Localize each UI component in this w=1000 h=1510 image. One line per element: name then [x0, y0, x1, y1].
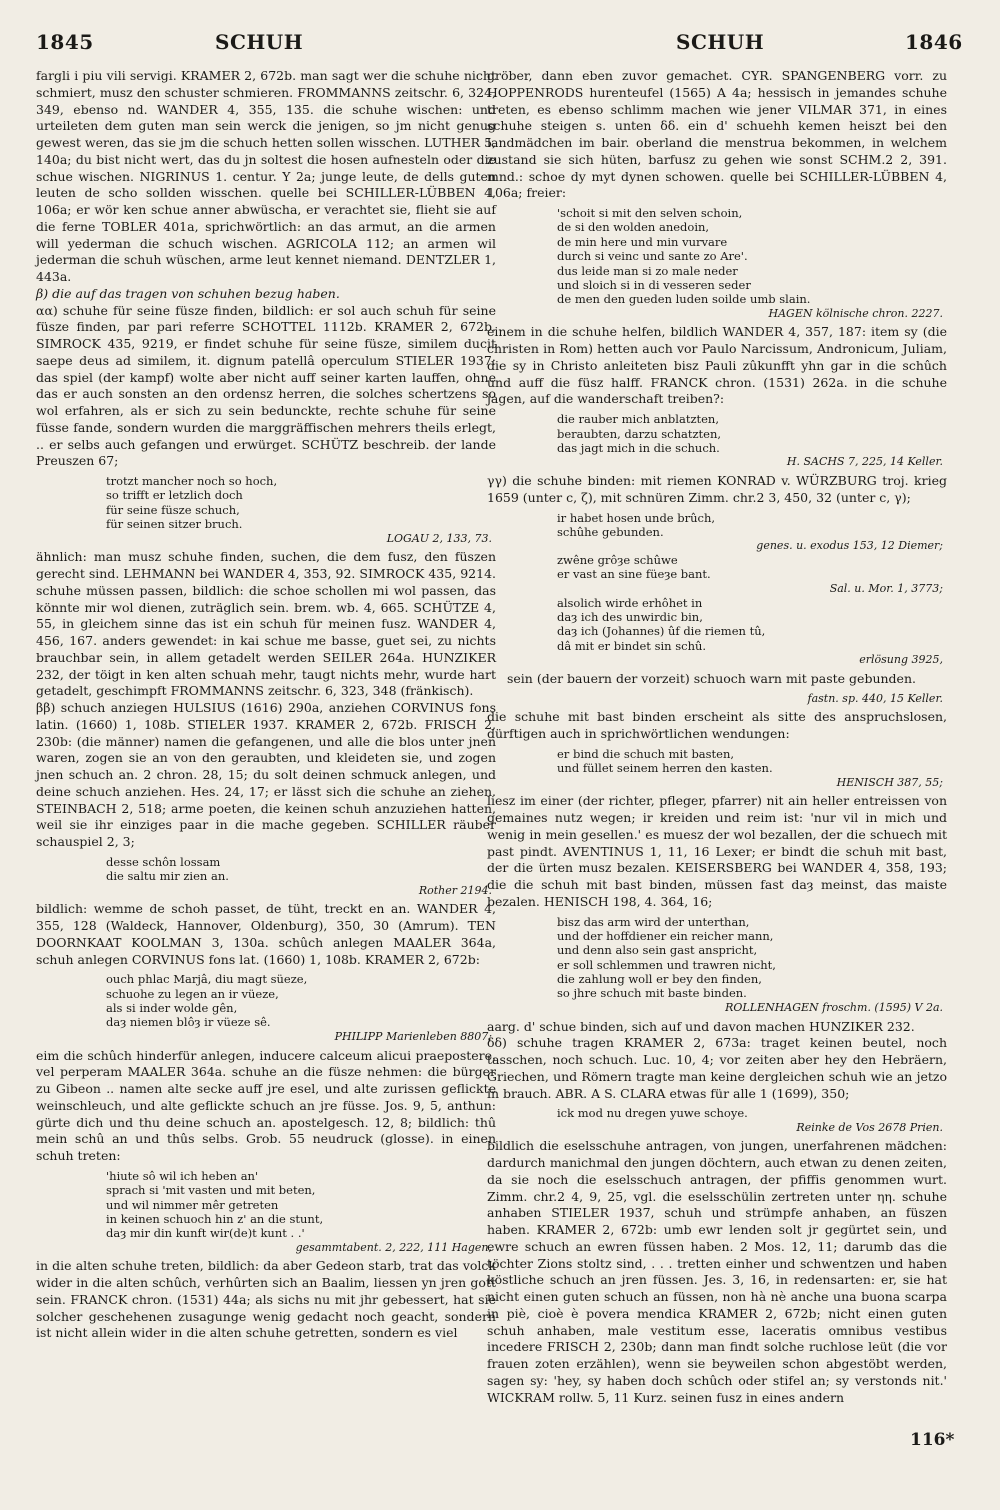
verse-line: ick mod nu dregen yuwe schoye. [557, 1106, 748, 1121]
verse-quote [106, 972, 496, 1043]
verse-quote [557, 747, 947, 790]
running-head-right: SCHUH [676, 30, 765, 54]
verse-line: 'hiute sô wil ich heben an' [106, 1168, 259, 1183]
verse-source: PHILIPP Marienleben 8807; [334, 1029, 492, 1043]
verse-line: zwêne grôȝe schûwe [557, 553, 678, 567]
verse-line: de min here und min vurvare [557, 234, 728, 249]
verse-line: alsolich wirde erhôhet in [557, 595, 703, 610]
verse-line: daȝ mir din kunft wir(de)t kunt . .' [106, 1226, 305, 1241]
verse-line: daȝ niemen blôȝ ir vüeze sê. [106, 1015, 271, 1030]
verse-line: durch si veinc und sante zo Are'. [557, 249, 748, 264]
entry-paragraph: bildlich: wemme de schoh passet, de tüht, treckt en an. WANDER 4, 355, 128 (Waldeck, Hannover, Oldenburg), 350, 30 (Amrum). TEN DOORNKAAT KOOLMAN 3, 130a. schûch anlegen MAALER 364a, schuh anlegen CORVINUS fons lat. (1660) 1, 108b. KRAMER 2, 672b: [36, 901, 496, 967]
verse-line: sprach si 'mit vasten und mit beten, [106, 1183, 316, 1198]
verse-line: er bind die schuch mit basten, [557, 746, 735, 761]
verse-line: in keinen schuoch hin z' an die stunt, [106, 1211, 324, 1226]
verse-line: so trifft er letzlich doch [106, 488, 243, 503]
verse-source: erlösung 3925, [859, 653, 943, 666]
entry-paragraph: die schuhe mit bast binden erscheint als sitte des anspruchslosen, dürftigen auch in sprichwörtlichen wendungen: [487, 709, 947, 741]
entry-paragraph: gröber, dann eben zuvor gemachet. CYR. SPANGENBERG vorr. zu HOPPENRODS hurenteufel (1565) A 4a; hessisch in jemandes schuhe treten, es ebenso schlimm machen wie jener VILMAR 371, in eines schuhe steigen s. unten δδ. ein d' schuehh kemen heiszt bei den landmädchen im bair. oberland die menstrua bekommen, in welchem zustand sie sich hüten, barfusz zu gehen wie sonst SCHM.2 2, 391. mnd.: schoe dy myt dynen schowen. quelle bei SCHILLER-LÜBBEN 4, 106a; freier: [487, 68, 947, 201]
verse-source-block [557, 692, 947, 706]
entry-paragraph: liesz im einer (der richter, pfleger, pfarrer) nit ain heller entreissen von gemaines nutz wegen; ir kreiden und reim ist: 'nur vil in mich und wenig in mein gesellen.' es muesz der wol bezallen, der die schuech mit past pindt. AVENTINUS 1, 11, 16 Lexer; er bindt die schuh mit bast, der die ürten musz bezalen. KEISERSBERG bei WANDER 4, 358, 193; die die schuh mit bast binden, müssen fast daȝ meinst, das maiste bezalen. HENISCH 198, 4. 364, 16; [487, 793, 947, 909]
verse-line: schûhe gebunden. [557, 524, 664, 539]
verse-line: trotzt mancher noch so hoch, [106, 474, 278, 488]
verse-source: HAGEN kölnische chron. 2227. [768, 306, 943, 320]
entry-paragraph: in die alten schuhe treten, bildlich: da aber Gedeon starb, trat das volck wider in die alten schûch, verhûrten sich an Baalim, liessen yn jren gott sein. FRANCK chron. (1531) 44a; als sichs nu mit jhr gebessert, hat sie solcher geschehenen zusagunge wenig gedacht noch geacht, sondern ist nicht allein wider in die alten schuhe getretten, sondern es viel [36, 1258, 496, 1341]
verse-line: und denn also sein gast anspricht, [557, 943, 758, 958]
verse-source: Reinke de Vos 2678 Prien. [796, 1120, 943, 1134]
verse-line: das jagt mich in die schuch. [557, 440, 720, 455]
verse-line: und sloich si in di vesseren seder [557, 277, 751, 292]
verse-line: die saltu mir zien an. [106, 869, 229, 884]
verse-line: beraubten, darzu schatzten, [557, 426, 722, 441]
verse-line: er vast an sine füeȝe bant. [557, 567, 711, 582]
entry-subheading: β) die auf das tragen von schuhen bezug haben. [36, 285, 340, 301]
verse-line: die zahlung woll er bey den finden, [557, 972, 762, 986]
right-column [487, 68, 947, 1406]
entry-paragraph: ββ) schuch anziegen HULSIUS (1616) 290a, anziehen CORVINUS fons latin. (1660) 1, 108b. STIELER 1937. KRAMER 2, 672b. FRISCH 2, 230b: (die männer) namen die gefangenen, und alle die blos unter jnen waren, zogen sie an von den geraubten, und kleideten sie, und zogen jnen schuch an. 2 chron. 28, 15; du solt deinen schmuck anlegen, und deine schuch anziehen. Hes. 24, 17; er lässt sich die schuhe an ziehen. STEINBACH 2, 518; arme poeten, die keinen schuh anzuziehen hatten, weil sie ihr einziges paar in die mache gegeben. SCHILLER räuber schauspiel 2, 3; [36, 700, 496, 849]
verse-quote [557, 915, 947, 1015]
entry-paragraph: sein (der bauern der vorzeit) schuoch warn mit paste gebunden. [507, 670, 916, 686]
verse-line: de si den wolden anedoin, [557, 220, 710, 235]
verse-line: dus leide man si zo male neder [557, 263, 738, 278]
verse-source: Sal. u. Mor. 1, 3773; [829, 581, 943, 595]
running-head-left: SCHUH [215, 30, 304, 54]
entry-paragraph: einem in die schuhe helfen, bildlich WANDER 4, 357, 187: item sy (die christen in Rom) hetten auch vor Paulo Narcissum, Andronicum, Juliam, die sy in Christo anleiteten bisz Pauli zûkunfft yhn gar in die schûch und auff die füsz halff. FRANCK chron. (1531) 262a. in die schuhe jagen, auf die wanderschaft treiben?: [487, 324, 947, 407]
verse-source: HENISCH 387, 55; [836, 775, 943, 789]
entry-paragraph: aarg. d' schue binden, sich auf und davon machen HUNZIKER 232. [487, 1018, 915, 1034]
verse-source: genes. u. exodus 153, 12 Diemer; [756, 539, 943, 553]
entry-paragraph: fargli i piu vili servigi. KRAMER 2, 672b. man sagt wer die schuhe nicht schmiert, musz den schuster schmieren. FROMMANNS zeitschr. 6, 324, 349, ebenso nd. WANDER 4, 355, 135. die schuhe wischen: und urteileten dem guten man sein werck die jenigen, so jm nicht genug gewest weren, das sie jm die schuch hetten sollen wisschen. LUTHER 5, 140a; du bist nicht wert, das du jn soltest die hosen aufnesteln oder die schue wischen. NIGRINUS 1. centur. Y 2a; junge leute, de dells guten leuten de scho sollden wisschen. quelle bei SCHILLER-LÜBBEN 4, 106a; er wör ken schue anner abwüscha, er verachtet sie, flieht sie auf die ferne TOBLER 401a, sprichwörtlich: an das armut, an die armen will yederman die schuch wischen. AGRICOLA 112; an armen wil jederman die schuh wüschen, arme leut kennet niemand. DENTZLER 1, 443a. [36, 68, 496, 284]
signature-mark: 116* [910, 1430, 955, 1450]
verse-line: desse schôn lossam [106, 854, 221, 869]
entry-paragraph: ähnlich: man musz schuhe finden, suchen, die dem fusz, den füszen gerecht sind. LEHMANN bei WANDER 4, 353, 92. SIMROCK 435, 9214. schuhe müssen passen, bildlich: die schoe schollen mi wol passen, das könnte mir wol dienen, zuträglich sein. brem. wb. 4, 665. SCHÜTZE 4, 55, in gleichem sinne das ist ein schuh für meinen fusz. WANDER 4, 456, 167. anders gewendet: in kai schue me basse, guet sei, zu nichts brauchbar sein, in allem getadelt werden SEILER 264a. HUNZIKER 232, der töigt in ken alten schuah mehr, taugt nichts mehr, wurde hart getadelt, geschimpft FROMMANNS zeitschr. 6, 323, 348 (fränkisch). [36, 549, 496, 699]
verse-line: 'schoit si mit den selven schoin, [557, 206, 743, 220]
verse-source: H. SACHS 7, 225, 14 Keller. [786, 455, 943, 469]
verse-source: Rother 2194. [418, 883, 492, 897]
verse-line: als si inder wolde gên, [106, 1001, 238, 1015]
verse-quote [106, 855, 496, 898]
verse-line: daȝ ich des unwirdic bin, [557, 609, 703, 624]
page-number-left: 1845 [36, 30, 94, 54]
verse-line: und füllet seinem herren den kasten. [557, 761, 773, 776]
verse-line: de men den gueden luden soilde umb slain. [557, 292, 811, 307]
verse-line: so jhre schuch mit baste binden. [557, 986, 747, 1001]
entry-paragraph: γγ) die schuhe binden: mit riemen KONRAD v. WÜRZBURG troj. krieg 1659 (unter c, ζ), mit schnüren Zimm. chr.2 3, 450, 32 (unter c, γ); [487, 473, 947, 505]
verse-line: für seinen sitzer bruch. [106, 517, 243, 532]
verse-line: er soll schlemmen und trawren nicht, [557, 957, 776, 972]
verse-quote [557, 1106, 947, 1134]
verse-source: ROLLENHAGEN froschm. (1595) V 2a. [725, 1000, 943, 1014]
verse-line: dâ mit er bindet sin schû. [557, 638, 707, 653]
verse-line: daȝ ich (Johannes) ûf die riemen tû, [557, 624, 766, 639]
verse-source: LOGAU 2, 133, 73. [386, 531, 492, 545]
entry-paragraph: eim die schûch hinderfür anlegen, inducere calceum alicui praepostere, vel perperam MAALER 364a. schuhe an die füsze nehmen: die bürger zu Gibeon .. namen alte secke auff jre esel, und alte zurissen geflickte weinschleuch, und alte geflickte schuch an jre füsse. Jos. 9, 5, anthun: gürte dich und thu deine schuch an. apostelgesch. 12, 8; bildlich: thû mein schû an und thûs selbs. Grob. 55 neudruck (glosse). in einen schuh treten: [36, 1047, 496, 1163]
verse-quote [557, 511, 947, 667]
verse-line: ouch phlac Marjâ, diu magt süeze, [106, 972, 308, 987]
verse-line: für seine füsze schuch, [106, 502, 240, 517]
verse-line: bisz das arm wird der unterthan, [557, 914, 750, 929]
left-column [36, 68, 496, 1342]
verse-source: gesammtabent. 2, 222, 111 Hagen, [295, 1240, 492, 1254]
verse-line: und der hoffdiener ein reicher mann, [557, 928, 774, 943]
entry-paragraph: αα) schuhe für seine füsze finden, bildlich: er sol auch schuh für seine füsze finden, par pari referre SCHOTTEL 1112b. KRAMER 2, 672b. SIMROCK 435, 9219, er findet schuhe für seine füsze, similem ducit saepe deus ad similem, it. dignum patellâ operculum STIELER 1937: das spiel (der kampf) wolte aber nicht auff seiner karten lauffen, ohne das er auch sonsten an den ordensz herren, die solches schertzens so wol erfahren, als er sich zu sein bedunckte, rechte schuhe für seine füsse fande, sondern wurden die marggräffischen mehrers theils erlegt, .. er selbs auch gefangen und erwürget. SCHÜTZ beschreib. der lande Preuszen 67; [36, 302, 496, 469]
verse-line: schuohe zu legen an ir vüeze, [106, 986, 279, 1001]
verse-source: fastn. sp. 440, 15 Keller. [807, 691, 943, 705]
verse-quote [106, 1169, 496, 1255]
verse-quote [557, 206, 947, 320]
verse-line: die rauber mich anblatzten, [557, 412, 719, 427]
entry-paragraph: bildlich die eselsschuhe antragen, von jungen, unerfahrenen mädchen: dardurch manichmal den jungen döchtern, auch etwan zu denen zeiten, da sie noch die eselsschuch antragen, der pfiffis genommen wurt. Zimm. chr.2 4, 9, 25, vgl. die eselsschülin zertreten unter ηη. schuhe anhaben STIELER 1937, schuh und strümpfe anhaben, an füszen haben. KRAMER 2, 672b: umb ewr lenden solt jr gegürtet sein, und ewre schuch an ewren füssen haben. 2 Mos. 12, 11; darumb das die töchter Zions stoltz sind, . . . tretten einher und schwentzen und haben köstliche schuch an jren füssen. Jes. 3, 16, in redensarten: er, sie hat nicht einen guten schuch an füssen, non hà nè anche una buona scarpa in piè, cioè è povera mendica KRAMER 2, 672b; nicht einen guten schuh anhaben, male vestitum esse, laceratis omnibus vestibus incedere FRISCH 2, 230b; dann man findt solche ruchlose leüt (die vor frauen zoten erzählen), wenn sie beyweilen schon abgestöbt werden, sagen sy: 'hey, sy haben doch schûch oder stifel an; sy verstonds nit.' WICKRAM rollw. 5, 11 Kurz. seinen fusz in eines andern [487, 1138, 947, 1405]
entry-paragraph: δδ) schuhe tragen KRAMER 2, 673a: traget keinen beutel, noch tasschen, noch schuch. Luc. 10, 4; vor zeiten aber hey den Hebräern, Griechen, und Römern tragte man keine dergleichen schuh wie an jetzo in brauch. ABR. A S. CLARA etwas für alle 1 (1699), 350; [487, 1035, 947, 1101]
page-number-right: 1846 [905, 30, 963, 54]
verse-line: ir habet hosen unde brûch, [557, 510, 716, 525]
verse-quote [106, 474, 496, 545]
verse-line: und wil nimmer mêr getreten [106, 1197, 279, 1212]
verse-quote [557, 412, 947, 469]
